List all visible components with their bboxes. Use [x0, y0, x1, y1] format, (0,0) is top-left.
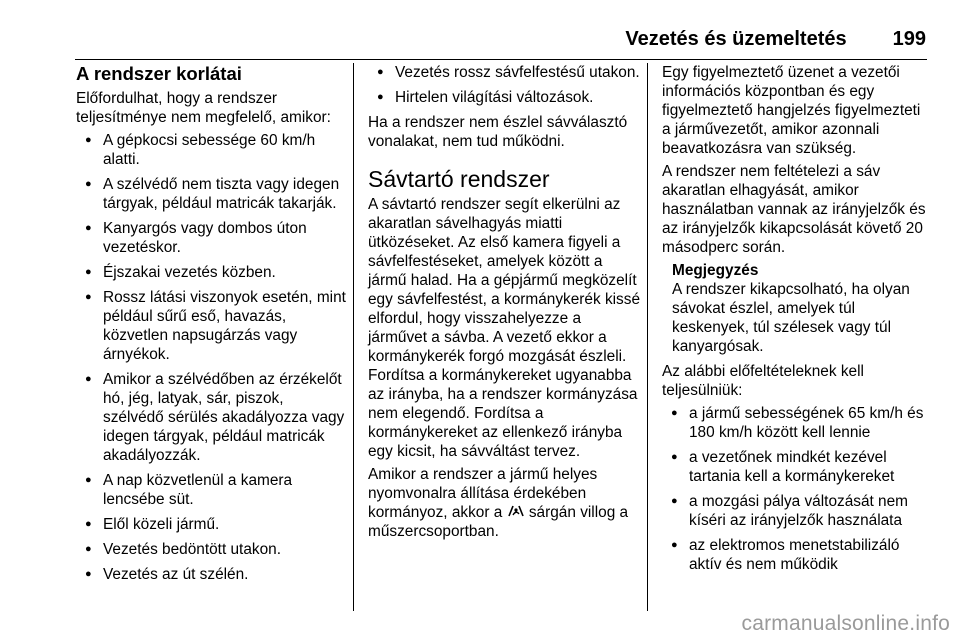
list-item: ● Vezetés az út szélén. [76, 565, 346, 584]
lane-keep-icon [507, 503, 525, 522]
list-item: ● Elől közeli jármű. [76, 515, 346, 534]
list-item: ● a jármű sebességének 65 km/h és 180 km/h között kell lennie [662, 404, 930, 442]
column-1 [76, 63, 346, 590]
column-3 [662, 63, 930, 580]
list-item: ● Vezetés bedöntött utakon. [76, 540, 346, 559]
lane-keep-indicator-paragraph [368, 465, 640, 541]
header-rule [75, 59, 927, 60]
list-item: ● a mozgási pálya változását nem kíséri az irányjelzők használata [662, 492, 930, 530]
note-text: A rendszer kikapcsolható, ha olyan sávokat észlel, amelyek túl keskenyek, túl szélesek vagy túl kanyargósak. [672, 281, 910, 355]
prerequisites-list [662, 404, 930, 574]
column-2 [368, 63, 640, 545]
section-heading-limits: A rendszer korlátai [76, 63, 242, 84]
intro-paragraph: Előfordulhat, hogy a rendszer teljesítménye nem megfelelő, amikor: [76, 90, 331, 126]
indicator-text-before: Amikor a rendszer a jármű helyes nyomvonalra állítása érdekében kormányoz, akkor a [368, 466, 598, 521]
page-header [625, 28, 926, 51]
list-item: ● Éjszakai vezetés közben. [76, 263, 346, 282]
list-item: ● Amikor a szélvédőben az érzékelőt hó, jég, latyak, sár, piszok, szélvédő sérülés akadályozza vagy idegen tárgyak, például matricák akadályozzák. [76, 370, 346, 465]
list-item: ● Rossz látási viszonyok esetén, mint például sűrű eső, havazás, közvetlen napsugárzás vagy árnyékok. [76, 288, 346, 364]
chapter-title: Vezetés és üzemeltetés [625, 28, 847, 50]
limits-list [76, 131, 346, 584]
section-title-lane-keep: Sávtartó rendszer [368, 166, 550, 192]
note-heading: Megjegyzés [672, 262, 759, 279]
turn-signal-paragraph: A rendszer nem feltételezi a sáv akaratlan elhagyását, amikor használatban vannak az irányjelzők és az irányjelzők kikapcsolását követő 20 másodperc során. [662, 163, 926, 256]
list-item: ● A gépkocsi sebessége 60 km/h alatti. [76, 131, 346, 169]
page-number: 199 [892, 28, 926, 50]
lane-keep-description: A sávtartó rendszer segít elkerülni az akaratlan sávelhagyás miatti ütközéseket. Az első kamera figyeli a sávfelfestéseket, amelyek között a jármű halad. Ha a gépjármű megközelít egy sávfelfestést, a kormánykerék kissé elfordul, hogy visszahelyezze a járművet a sávba. A vezető ekkor a kormánykerék forgó mozgását észleli. Fordítsa a kormánykereket ugyanabba az irányba, ha a rendszer kormányzása nem elegendő. Fordítsa a kormánykereket az ellenkező irányba egy kicsit, ha sávváltást tervez. [368, 196, 641, 460]
limits-list-continued [368, 63, 640, 107]
prerequisites-intro: Az alábbi előfeltételeknek kell teljesülniük: [662, 363, 864, 399]
watermark: carmanualsonline.info [741, 612, 950, 635]
note-block [662, 261, 930, 356]
column-divider-2 [647, 63, 648, 611]
column-divider-1 [353, 63, 354, 611]
list-item: ● Vezetés rossz sávfelfestésű utakon. [368, 63, 640, 82]
no-lane-paragraph: Ha a rendszer nem észlel sávválasztó vonalakat, nem tud működni. [368, 114, 628, 150]
list-item: ● Hirtelen világítási változások. [368, 88, 640, 107]
list-item: ● az elektromos menetstabilizáló aktív és nem működik [662, 536, 930, 574]
list-item: ● A szélvédő nem tiszta vagy idegen tárgyak, például matricák takarják. [76, 175, 346, 213]
warning-paragraph: Egy figyelmeztető üzenet a vezetői információs központban és egy figyelmeztető hangjelzés figyelmezteti a járművezetőt, amikor azonnali beavatkozásra van szükség. [662, 64, 921, 157]
indicator-text-after: sárgán villog a műszercsoportban. [368, 504, 629, 541]
list-item: ● a vezetőnek mindkét kezével tartania kell a kormánykereket [662, 448, 930, 486]
list-item: ● A nap közvetlenül a kamera lencsébe süt. [76, 471, 346, 509]
list-item: ● Kanyargós vagy dombos úton vezetéskor. [76, 219, 346, 257]
